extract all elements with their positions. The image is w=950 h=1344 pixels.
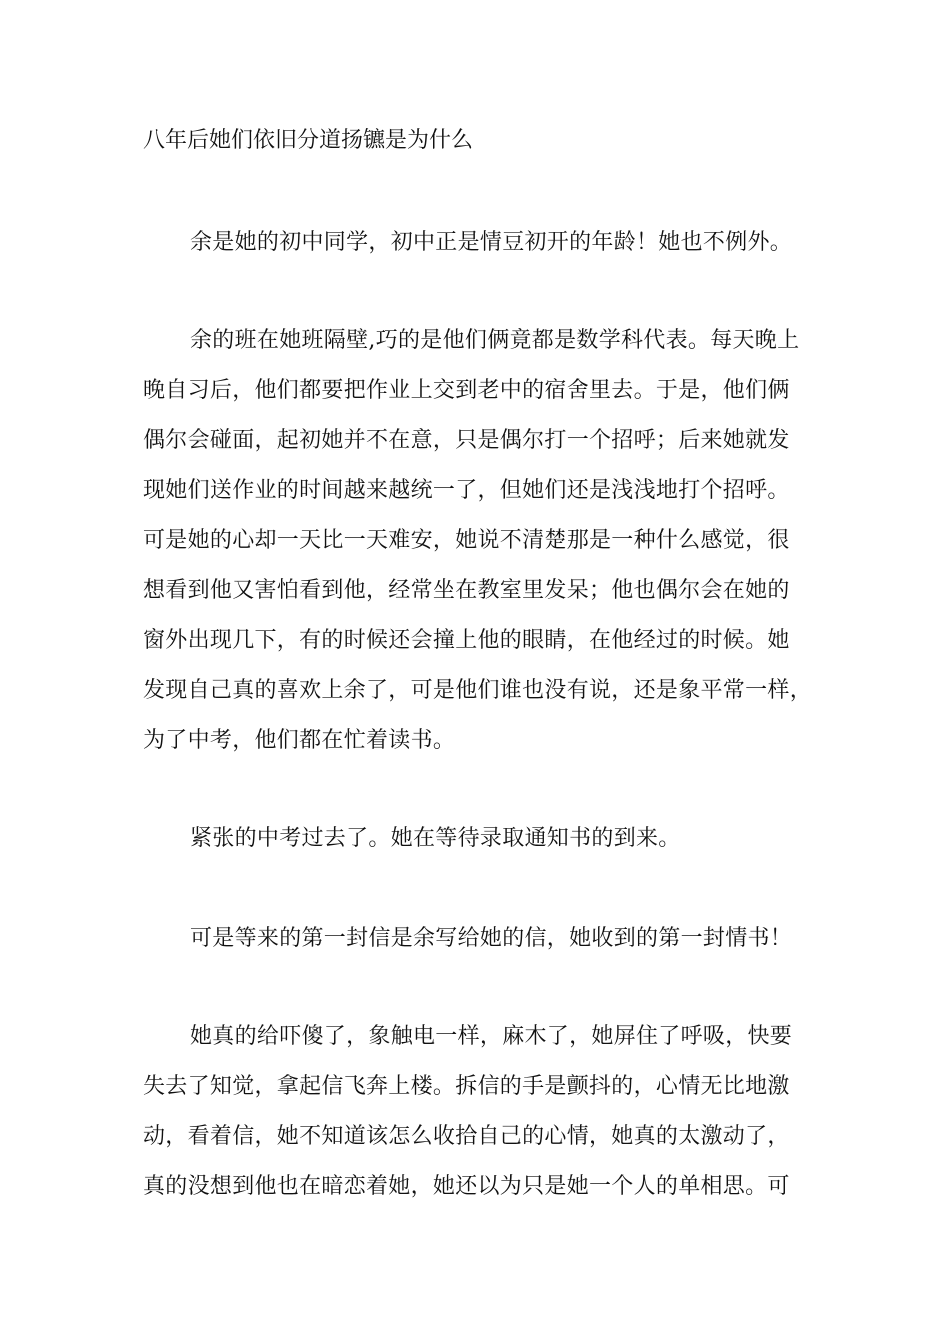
- paragraph-5-line-2: 失去了知觉，拿起信飞奔上楼。拆信的手是颤抖的，心情无比地激: [143, 1074, 790, 1099]
- paragraph-2-line-4: 现她们送作业的时间越来越统一了，但她们还是浅浅地打个招呼。: [143, 478, 790, 503]
- paragraph-5-line-3: 动，看着信，她不知道该怎么收拾自己的心情，她真的太激动了，: [143, 1124, 790, 1149]
- paragraph-2-line-3: 偶尔会碰面，起初她并不在意，只是偶尔打一个招呼；后来她就发: [143, 428, 790, 453]
- paragraph-2-line-2: 晚自习后，他们都要把作业上交到老中的宿舍里去。于是，他们俩: [143, 378, 790, 403]
- paragraph-3-line-1: 紧张的中考过去了。她在等待录取通知书的到来。: [190, 826, 681, 851]
- paragraph-2-line-1: 余的班在她班隔壁,巧的是他们俩竟都是数学科代表。每天晚上: [190, 328, 800, 353]
- paragraph-1-line-1: 余是她的初中同学，初中正是情豆初开的年龄！她也不例外。: [190, 230, 793, 255]
- paragraph-2-line-5: 可是她的心却一天比一天难安，她说不清楚那是一种什么感觉，很: [143, 528, 790, 553]
- paragraph-5-line-1: 她真的给吓傻了，象触电一样，麻木了，她屏住了呼吸，快要: [190, 1024, 793, 1049]
- document-title: 八年后她们依旧分道扬镳是为什么: [143, 128, 474, 153]
- paragraph-2-line-9: 为了中考，他们都在忙着读书。: [143, 728, 456, 753]
- paragraph-5-line-4: 真的没想到他也在暗恋着她，她还以为只是她一个人的单相思。可: [143, 1174, 790, 1199]
- paragraph-2-line-6: 想看到他又害怕看到他，经常坐在教室里发呆；他也偶尔会在她的: [143, 578, 790, 603]
- paragraph-4-line-1: 可是等来的第一封信是余写给她的信，她收到的第一封情书！: [190, 926, 793, 951]
- paragraph-2-line-8: 发现自己真的喜欢上余了，可是他们谁也没有说，还是象平常一样，: [143, 678, 813, 703]
- paragraph-2-line-7: 窗外出现几下，有的时候还会撞上他的眼睛，在他经过的时候。她: [143, 628, 790, 653]
